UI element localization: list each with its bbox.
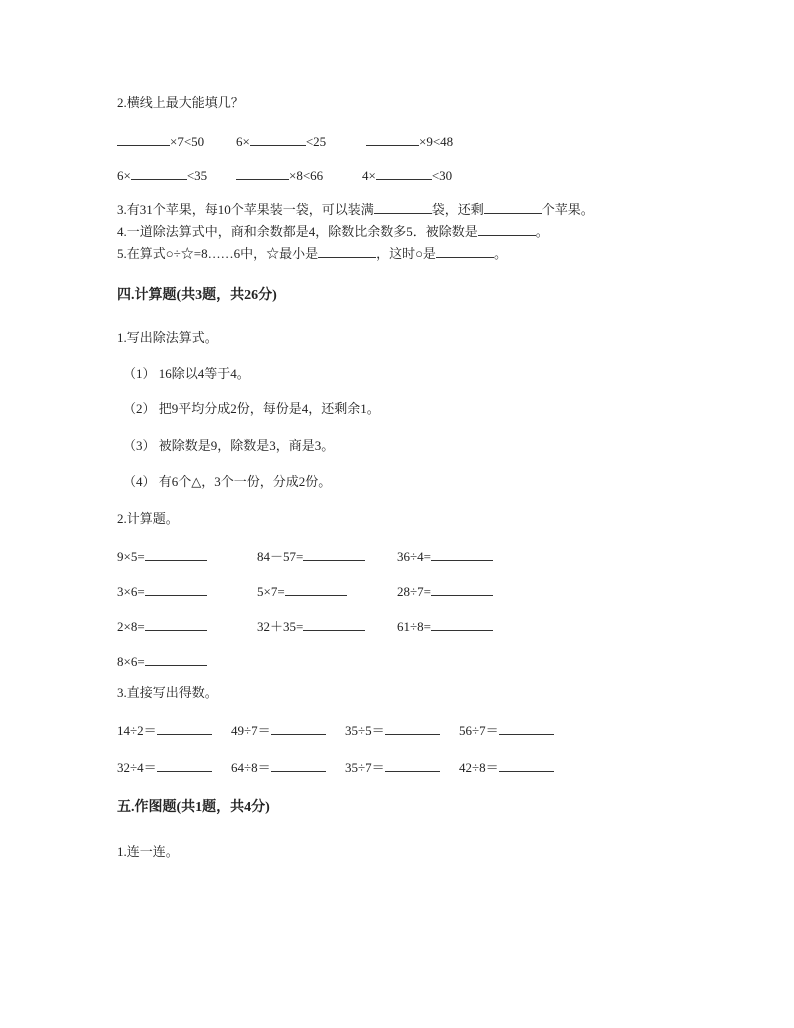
answer-blank[interactable] bbox=[385, 722, 440, 735]
calc-item: 2×8= bbox=[117, 618, 207, 635]
q2-row2-item2: ×8<66 bbox=[236, 167, 323, 184]
q2-row1-item1: ×7<50 bbox=[117, 133, 204, 150]
calc-item: 28÷7= bbox=[397, 583, 493, 600]
direct-calc-item: 14÷2＝ bbox=[117, 722, 212, 739]
answer-blank[interactable] bbox=[145, 653, 207, 666]
answer-blank[interactable] bbox=[145, 618, 207, 631]
answer-blank[interactable] bbox=[157, 759, 212, 772]
q4-line: 4.一道除法算式中，商和余数都是4，除数比余数多5．被除数是 。 bbox=[117, 224, 549, 239]
answer-blank[interactable] bbox=[145, 583, 207, 596]
direct-calc-item: 35÷7＝ bbox=[345, 759, 440, 776]
calc-item: 84－57= bbox=[257, 548, 365, 565]
q3-line: 3.有31个苹果，每10个苹果装一袋，可以装满 袋，还剩 个苹果。 bbox=[117, 202, 594, 217]
answer-blank[interactable] bbox=[145, 548, 207, 561]
s4-p1-title: 1.写出除法算式。 bbox=[117, 330, 218, 345]
answer-blank[interactable] bbox=[431, 583, 493, 596]
calc-item: 32＋35= bbox=[257, 618, 365, 635]
s4-p1-item1: （1） 16除以4等于4。 bbox=[123, 366, 250, 381]
direct-calc-item: 32÷4＝ bbox=[117, 759, 212, 776]
answer-blank[interactable] bbox=[303, 618, 365, 631]
answer-blank[interactable] bbox=[271, 722, 326, 735]
answer-blank[interactable] bbox=[131, 167, 187, 180]
answer-blank[interactable] bbox=[366, 133, 419, 146]
answer-blank[interactable] bbox=[376, 167, 432, 180]
answer-blank[interactable] bbox=[431, 548, 493, 561]
answer-blank[interactable] bbox=[385, 759, 440, 772]
answer-blank[interactable] bbox=[271, 759, 326, 772]
answer-blank[interactable] bbox=[499, 722, 554, 735]
direct-calc-item: 42÷8＝ bbox=[459, 759, 554, 776]
s4-p1-item3: （3） 被除数是9，除数是3，商是3。 bbox=[123, 438, 335, 453]
answer-blank[interactable] bbox=[303, 548, 365, 561]
answer-blank[interactable] bbox=[436, 245, 494, 258]
section4-title: 四.计算题(共3题，共26分) bbox=[117, 288, 277, 303]
calc-item: 3×6= bbox=[117, 583, 207, 600]
calc-item: 5×7= bbox=[257, 583, 347, 600]
s4-p1-item2: （2） 把9平均分成2份，每份是4，还剩余1。 bbox=[123, 401, 380, 416]
q2-row2-item1: 6× <35 bbox=[117, 168, 208, 183]
calc-item: 9×5= bbox=[117, 548, 207, 565]
s5-p1-title: 1.连一连。 bbox=[117, 844, 179, 859]
answer-blank[interactable] bbox=[285, 583, 347, 596]
answer-blank[interactable] bbox=[499, 759, 554, 772]
direct-calc-item: 35÷5＝ bbox=[345, 722, 440, 739]
s4-p3-title: 3.直接写出得数。 bbox=[117, 685, 218, 700]
answer-blank[interactable] bbox=[117, 133, 170, 146]
answer-blank[interactable] bbox=[250, 133, 306, 146]
direct-calc-item: 56÷7＝ bbox=[459, 722, 554, 739]
q2-row2-item3: 4× <30 bbox=[362, 168, 453, 183]
answer-blank[interactable] bbox=[484, 201, 542, 214]
answer-blank[interactable] bbox=[236, 167, 289, 180]
answer-blank[interactable] bbox=[431, 618, 493, 631]
q2-title: 2.横线上最大能填几？ bbox=[117, 95, 244, 110]
direct-calc-item: 64÷8＝ bbox=[231, 759, 326, 776]
calc-item: 61÷8= bbox=[397, 618, 493, 635]
calc-item: 8×6= bbox=[117, 653, 207, 670]
q2-row1-item3: ×9<48 bbox=[366, 133, 453, 150]
answer-blank[interactable] bbox=[318, 245, 376, 258]
q2-row1-item2: 6× <25 bbox=[236, 134, 327, 149]
answer-blank[interactable] bbox=[157, 722, 212, 735]
calc-item: 36÷4= bbox=[397, 548, 493, 565]
direct-calc-item: 49÷7＝ bbox=[231, 722, 326, 739]
answer-blank[interactable] bbox=[478, 223, 536, 236]
section5-title: 五.作图题(共1题，共4分) bbox=[117, 800, 270, 815]
answer-blank[interactable] bbox=[374, 201, 432, 214]
s4-p1-item4: （4） 有6个△，3个一份，分成2份。 bbox=[123, 474, 332, 489]
s4-p2-title: 2.计算题。 bbox=[117, 511, 179, 526]
q5-line: 5.在算式○÷☆=8……6中，☆最小是 ，这时○是 。 bbox=[117, 246, 507, 261]
